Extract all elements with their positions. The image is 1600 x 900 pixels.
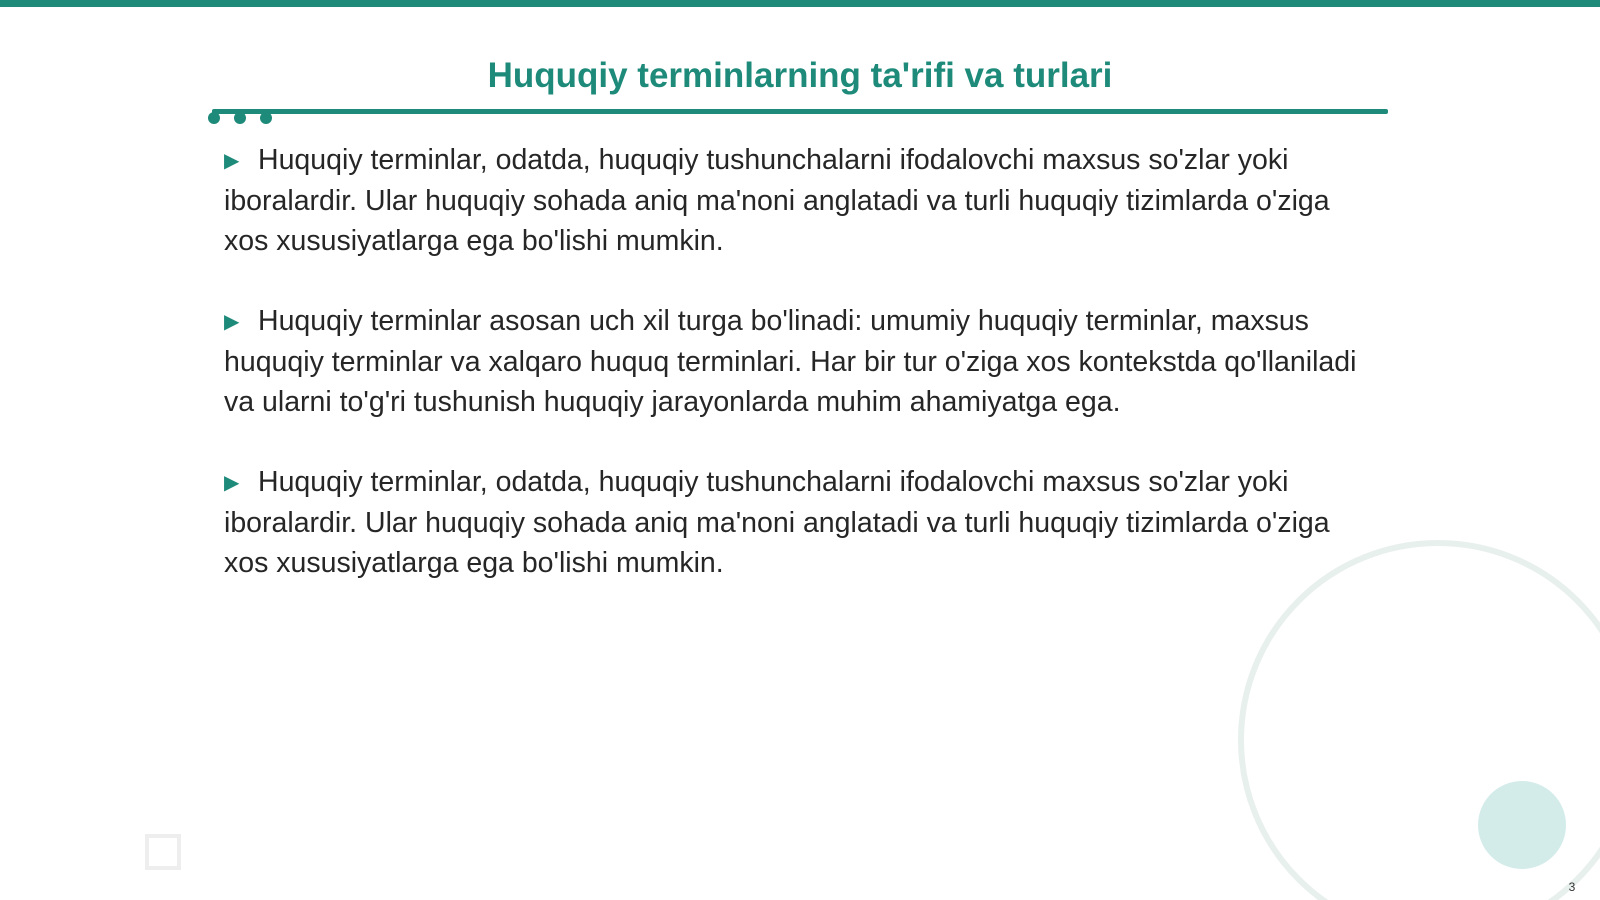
slide-title: Huquqiy terminlarning ta'rifi va turlari: [487, 56, 1113, 95]
bullet-paragraph: [224, 301, 1374, 422]
triangle-bullet-icon: ▶: [224, 311, 240, 333]
decor-dot: [260, 112, 272, 124]
bullet-paragraph: [224, 462, 1374, 583]
title-underline: [212, 109, 1388, 114]
slide-content: [224, 140, 1374, 623]
decorative-circle: [1478, 781, 1566, 869]
decor-dot: [208, 112, 220, 124]
decor-dot: [234, 112, 246, 124]
page-number: 3: [1568, 880, 1576, 894]
top-accent-bar: [0, 0, 1600, 7]
triangle-bullet-icon: ▶: [224, 472, 240, 494]
bullet-text: Huquqiy terminlar, odatda, huquqiy tushunchalarni ifodalovchi maxsus so'zlar yoki iboralardir. Ular huquqiy sohada aniq ma'noni anglatadi va turli huquqiy tizimlarda o'ziga xos xususiyatlarga ega bo'lishi mumkin.: [224, 466, 1330, 579]
bullet-paragraph: [224, 140, 1374, 261]
bullet-text: Huquqiy terminlar asosan uch xil turga bo'linadi: umumiy huquqiy terminlar, maxsus huquqiy terminlar va xalqaro huquq terminlari. Har bir tur o'ziga xos kontekstda qo'llaniladi va ularni to'g'ri tushunish huquqiy jarayonlarda muhim ahamiyatga ega.: [224, 305, 1357, 418]
triangle-bullet-icon: ▶: [224, 150, 240, 172]
bullet-text: Huquqiy terminlar, odatda, huquqiy tushunchalarni ifodalovchi maxsus so'zlar yoki iboralardir. Ular huquqiy sohada aniq ma'noni anglatadi va turli huquqiy tizimlarda o'ziga xos xususiyatlarga ega bo'lishi mumkin.: [224, 144, 1330, 257]
decorative-square: [145, 834, 181, 870]
